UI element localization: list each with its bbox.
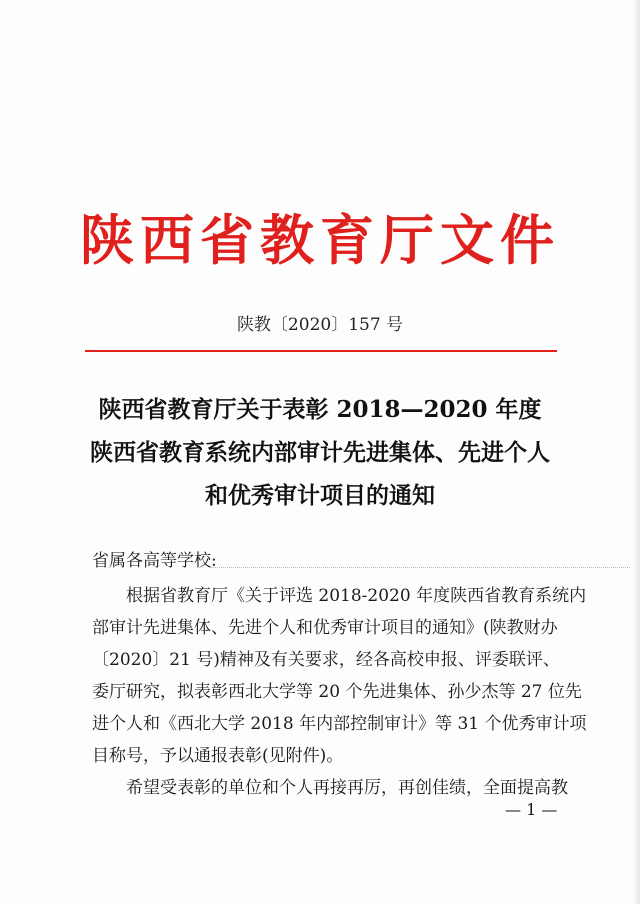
- body-line: 进个人和《西北大学 2018 年内部控制审计》等 31 个优秀审计项: [92, 714, 587, 734]
- notice-title: [0, 388, 640, 517]
- notice-title-line: 陕西省教育厅关于表彰 2018—2020 年度: [98, 396, 542, 423]
- body-paragraph-2: [92, 772, 572, 804]
- salutation-dotted-line: [210, 567, 630, 568]
- body-line: 部审计先进集体、先进个人和优秀审计项目的通知》(陕教财办: [92, 618, 558, 638]
- body-line: 〔2020〕21 号)精神及有关要求，经各高校申报、评委联评、: [92, 650, 560, 670]
- body-line: 目称号，予以通报表彰(见附件)。: [92, 746, 344, 766]
- body-paragraph-1: [92, 580, 587, 772]
- body-line: 委厅研究，拟表彰西北大学等 20 个先进集体、孙少杰等 27 位先: [92, 682, 582, 702]
- red-divider-line: [85, 350, 557, 352]
- notice-title-line: 陕西省教育系统内部审计先进集体、先进个人: [90, 439, 550, 466]
- document-number: 陕教〔2020〕157 号: [236, 315, 404, 335]
- salutation: 省属各高等学校:: [92, 551, 217, 571]
- body-line: 希望受表彰的单位和个人再接再厉，再创佳绩，全面提高教: [126, 778, 568, 798]
- document-header-title: 陕西省教育厅文件: [80, 208, 560, 272]
- notice-title-line: 和优秀审计项目的通知: [205, 482, 435, 509]
- page-number: — 1 —: [505, 800, 558, 819]
- body-line: 根据省教育厅《关于评选 2018-2020 年度陕西省教育系统内: [126, 586, 587, 606]
